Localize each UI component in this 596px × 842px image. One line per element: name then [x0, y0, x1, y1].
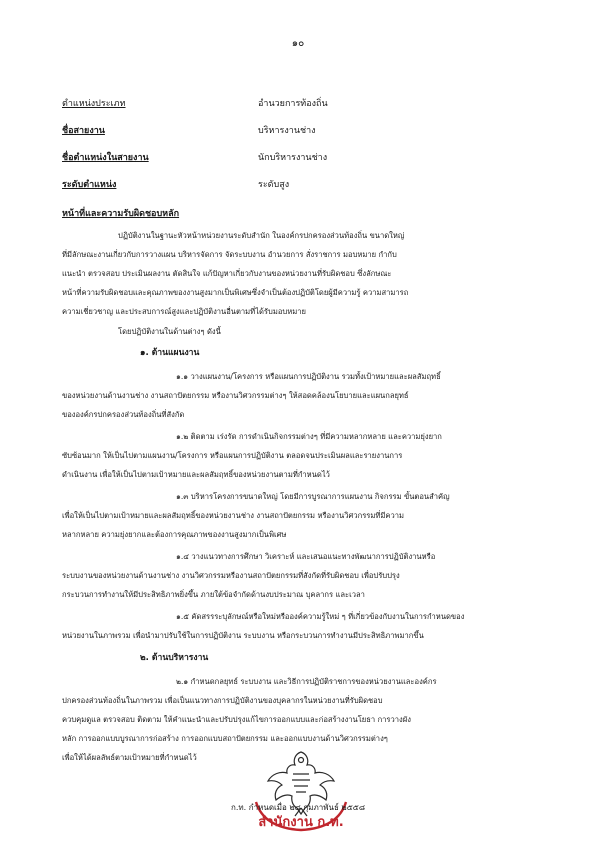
page-number: ๑๐	[291, 38, 305, 49]
section-title-planning: ๑. ด้านแผนงาน	[140, 348, 200, 358]
item-line: ขององค์กรปกครองส่วนท้องถิ่นที่สังกัด	[62, 410, 185, 419]
item-line: กระบวนการทำงานให้มีประสิทธิภาพยิ่งขึ้น ภายใต้ข้อจำกัดด้านงบประมาณ บุคลากร และเวลา	[62, 590, 365, 599]
field-row-position-name	[62, 150, 542, 177]
item-line: หน่วยงานในภาพรวม เพื่อนำมาปรับใช้ในการปฏิบัติงาน ระบบงาน หรือกระบวนการทำงานมีประสิทธิภาพมากขึ้น	[62, 631, 424, 640]
field-label: ชื่อตำแหน่งในสายงาน	[62, 153, 149, 163]
position-fields	[62, 96, 542, 204]
item-line: ระบบงานของหน่วยงานด้านงานช่าง งานวิศวกรรมหรืองานสถาปัตยกรรมที่สังกัดที่รับผิดชอบ เพื่อปรับปรุง	[62, 571, 400, 580]
field-row-position-type	[62, 96, 542, 123]
stamp-text: สำนักงาน ก.ท.	[258, 815, 344, 830]
field-value: อำนวยการท้องถิ่น	[258, 99, 328, 109]
field-value: ระดับสูง	[258, 180, 290, 190]
item-line: เพื่อให้ได้ผลลัพธ์ตามเป้าหมายที่กำหนดไว้	[62, 753, 197, 762]
item-line: เพื่อให้เป็นไปตามเป้าหมายและผลสัมฤทธิ์ของหน่วยงานช่าง งานสถาปัตยกรรม หรืองานวิศวกรรมที่มีความ	[62, 511, 404, 520]
intro-line: แนะนำ ตรวจสอบ ประเมินผลงาน ตัดสินใจ แก้ปัญหาเกี่ยวกับงานของหน่วยงานที่รับผิดชอบ ซึ่งลักษณะ	[62, 269, 392, 278]
intro-line: ปฏิบัติงานในฐานะหัวหน้าหน่วยงานระดับสำนัก ในองค์กรปกครองส่วนท้องถิ่น ขนาดใหญ่	[118, 231, 405, 240]
duties-heading: หน้าที่และความรับผิดชอบหลัก	[62, 209, 180, 219]
field-label: ตำแหน่งประเภท	[62, 99, 126, 109]
item-line: ซับซ้อนมาก ให้เป็นไปตามแผนงาน/โครงการ หรือแผนการปฏิบัติงาน ตลอดจนประเมินผลและรายงานการ	[62, 451, 403, 460]
item-line: ๑.๕ คัดสรรระบุลักษณ์หรือใหม่หรือองค์ความรู้ใหม่ ๆ ที่เกี่ยวข้องกับงานในการกำหนดของ	[176, 612, 465, 621]
item-line: ของหน่วยงานด้านงานช่าง งานสถาปัตยกรรม หรืองานวิศวกรรมต่างๆ ให้สอดคล้องนโยบายและแผนกลยุทธ์	[62, 391, 409, 400]
official-seal-stamp	[246, 744, 356, 836]
footer-note: ก.ท. กำหนดเมื่อ ๒๘ กุมภาพันธ์ ๒๕๕๘	[231, 803, 365, 812]
item-line: ๒.๑ กำหนดกลยุทธ์ ระบบงาน และวิธีการปฏิบัติราชการของหน่วยงานและองค์กร	[176, 677, 437, 686]
item-line: ๑.๓ บริหารโครงการขนาดใหญ่ โดยมีการบูรณาการแผนงาน กิจกรรม ขั้นตอนสำคัญ	[176, 492, 450, 501]
intro-line: ความเชี่ยวชาญ และประสบการณ์สูงและปฏิบัติงานอื่นตามที่ได้รับมอบหมาย	[62, 307, 306, 316]
item-line: ควบคุมดูแล ตรวจสอบ ติดตาม ให้คำแนะนำและปรับปรุงแก้ไขการออกแบบและก่อสร้างงานโยธา การวางผัง	[62, 715, 411, 724]
intro-line: หน้าที่ความรับผิดชอบและคุณภาพของงานสูงมากเป็นพิเศษซึ่งจำเป็นต้องปฏิบัติโดยผู้มีความรู้ ความสามารถ	[62, 288, 409, 297]
field-row-line-of-work	[62, 123, 542, 150]
item-line: ๑.๔ วางแนวทางการศึกษา วิเคราะห์ และเสนอแนะทางพัฒนาการปฏิบัติงานหรือ	[176, 552, 436, 561]
item-line: หลัก การออกแบบบูรณาการก่อสร้าง การออกแบบสถาปัตยกรรม และออกแบบงานด้านวิศวกรรมต่างๆ	[62, 734, 388, 743]
intro-line: โดยปฏิบัติงานในด้านต่างๆ ดังนี้	[118, 327, 221, 336]
section-title-administration: ๒. ด้านบริหารงาน	[140, 653, 209, 663]
field-value: นักบริหารงานช่าง	[258, 153, 328, 163]
field-row-position-level	[62, 177, 542, 204]
item-line: ดำเนินงาน เพื่อให้เป็นไปตามเป้าหมายและผลสัมฤทธิ์ของหน่วยงานตามที่กำหนดไว้	[62, 470, 330, 479]
field-label: ระดับตำแหน่ง	[62, 180, 117, 190]
item-line: ๑.๒ ติดตาม เร่งรัด การดำเนินกิจกรรมต่างๆ ที่มีความหลากหลาย และความยุ่งยาก	[176, 432, 442, 441]
intro-line: ที่มีลักษณะงานเกี่ยวกับการวางแผน บริหารจัดการ จัดระบบงาน อำนวยการ สั่งราชการ มอบหมาย กำกับ	[62, 250, 397, 259]
field-value: บริหารงานช่าง	[258, 126, 316, 136]
item-line: ปกครองส่วนท้องถิ่นในภาพรวม เพื่อเป็นแนวทางการปฏิบัติงานของบุคลากรในหน่วยงานที่รับผิดชอบ	[62, 696, 383, 705]
field-label: ชื่อสายงาน	[62, 126, 105, 136]
item-line: ๑.๑ วางแผนงาน/โครงการ หรือแผนการปฏิบัติงาน รวมทั้งเป้าหมายและผลสัมฤทธิ์	[176, 372, 441, 381]
item-line: หลากหลาย ความยุ่งยากและต้องการคุณภาพของงานสูงมากเป็นพิเศษ	[62, 530, 287, 539]
